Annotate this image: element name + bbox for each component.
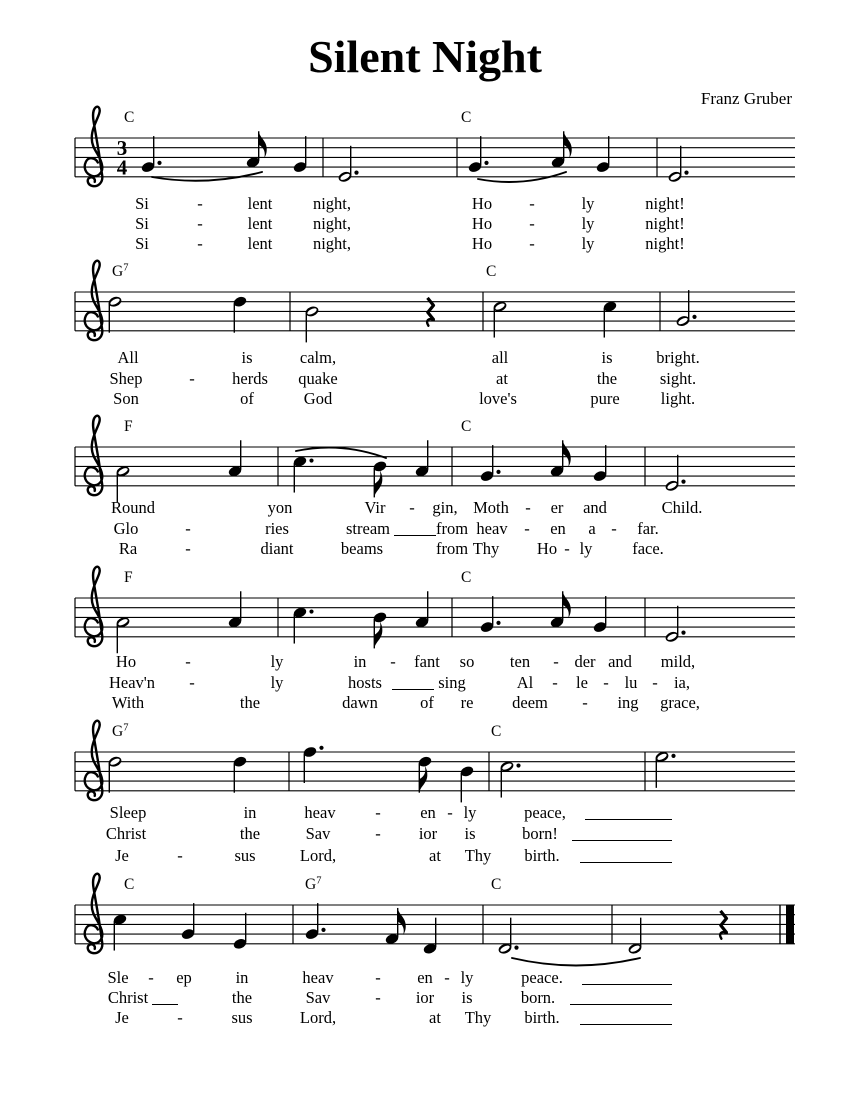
lyric-syllable: Moth: [473, 498, 509, 517]
lyric-syllable: at: [496, 369, 508, 388]
note: [492, 300, 508, 338]
lyric-syllable: and: [608, 652, 632, 671]
lyric-syllable: peace.: [521, 968, 563, 987]
note: [140, 136, 161, 173]
lyric-syllable: Shep: [109, 369, 143, 388]
lyric-syllable: hosts: [348, 673, 382, 692]
lyric-syllable: beams: [340, 539, 384, 558]
augmentation-dot: [514, 946, 518, 950]
note: [479, 445, 500, 482]
lyrics-verse-2: [106, 824, 558, 843]
lyric-syllable: lu: [624, 673, 638, 692]
lyric-hyphen: -: [197, 194, 203, 213]
note: [499, 760, 520, 798]
lyric-hyphen: -: [652, 673, 658, 692]
chord-symbol: F: [124, 569, 133, 586]
lyric-hyphen: -: [197, 214, 203, 233]
lyric-syllable: born!: [522, 824, 558, 843]
augmentation-dot: [684, 171, 688, 175]
lyrics-verse-1: [107, 968, 562, 987]
augmentation-dot: [309, 609, 313, 613]
staff-system: [75, 567, 795, 712]
lyric-syllable: Ho: [471, 214, 493, 233]
lyric-hyphen: -: [529, 214, 535, 233]
lyric-syllable: ep: [176, 968, 192, 987]
eighth-flag: [563, 591, 571, 618]
lyric-syllable: pure: [590, 389, 620, 408]
chord-symbol: C: [124, 109, 135, 126]
staff-system: [75, 721, 795, 865]
lyric-syllable: sus: [234, 846, 256, 865]
lyric-hyphen: -: [409, 498, 415, 517]
augmentation-dot: [354, 171, 358, 175]
lyric-syllable: lent: [247, 234, 273, 253]
lyric-syllable: ly: [581, 214, 595, 233]
lyric-syllable: is: [461, 988, 473, 1007]
augmentation-dot: [484, 161, 488, 165]
lyrics-verse-2: [114, 519, 659, 538]
note: [467, 136, 488, 173]
staff-system: [75, 261, 795, 408]
lyric-syllable: heav: [302, 968, 334, 987]
lyric-syllable: herds: [232, 369, 268, 388]
lyric-syllable: at: [429, 846, 441, 865]
lyric-syllable: Sav: [305, 988, 331, 1007]
quarter-rest-hook: [720, 932, 727, 939]
note: [337, 146, 358, 184]
note: [592, 445, 607, 482]
augmentation-dot: [319, 746, 323, 750]
final-barline-thick: [786, 905, 794, 944]
staff-system: [75, 874, 795, 1027]
lyric-hyphen: -: [189, 673, 195, 692]
lyric-syllable: quake: [298, 369, 338, 388]
lyric-syllable: far.: [637, 519, 659, 538]
chord-symbol: C: [491, 876, 502, 893]
note: [627, 918, 643, 956]
lyric-hyphen: -: [197, 234, 203, 253]
lyrics-verse-3: [115, 1008, 560, 1027]
note: [304, 305, 320, 343]
lyric-syllable: en: [550, 519, 566, 538]
lyric-syllable: the: [239, 693, 261, 712]
lyric-syllable: peace,: [524, 803, 566, 822]
note: [227, 440, 242, 477]
treble-clef-icon: [85, 874, 103, 953]
lyric-syllable: ior: [418, 824, 438, 843]
augmentation-dot: [309, 458, 313, 462]
chord-symbol: C: [491, 723, 502, 740]
lyric-hyphen: -: [375, 803, 381, 822]
note: [112, 913, 127, 950]
lyric-syllable: Si: [135, 214, 149, 233]
lyric-syllable: night!: [645, 194, 685, 213]
chord-symbol: $G^7$: [112, 262, 129, 280]
lyric-syllable: ly: [463, 803, 477, 822]
augmentation-dot: [692, 315, 696, 319]
note: [479, 596, 500, 633]
lyric-syllable: light.: [660, 389, 696, 408]
lyric-syllable: Thy: [464, 846, 492, 865]
eighth-flag: [564, 131, 572, 158]
lyric-syllable: ly: [270, 673, 284, 692]
lyric-syllable: All: [117, 348, 139, 367]
note: [664, 606, 685, 644]
lyric-hyphen: -: [552, 673, 558, 692]
lyric-hyphen: -: [148, 968, 154, 987]
lyric-syllable: en: [417, 968, 433, 987]
treble-clef-icon: [85, 107, 103, 186]
lyrics-verse-2: [135, 214, 685, 233]
eighth-flag: [419, 766, 427, 793]
lyric-syllable: fant: [414, 652, 440, 671]
page-title: Silent Night: [308, 31, 542, 82]
lyric-hyphen: -: [611, 519, 617, 538]
note: [245, 131, 266, 168]
note: [292, 606, 313, 643]
lyric-syllable: sight.: [659, 369, 697, 388]
chord-symbol: C: [461, 418, 472, 435]
lyric-syllable: Lord,: [299, 846, 337, 865]
note: [302, 746, 323, 783]
eighth-flag: [374, 470, 382, 497]
lyric-syllable: With: [111, 693, 145, 712]
lyric-syllable: born.: [520, 988, 556, 1007]
lyric-syllable: en: [420, 803, 436, 822]
lyric-syllable: ly: [460, 968, 474, 987]
note: [549, 440, 570, 477]
note: [675, 290, 696, 328]
note: [292, 455, 313, 492]
lyric-syllable: deem: [512, 693, 548, 712]
eighth-flag: [398, 908, 406, 935]
lyric-syllable: Heav'n: [108, 673, 156, 692]
lyric-hyphen: -: [390, 652, 396, 671]
note: [232, 913, 247, 950]
lyric-syllable: in: [243, 803, 257, 822]
lyric-syllable: Round: [110, 498, 156, 517]
lyric-syllable: God: [303, 389, 333, 408]
lyric-syllable: lent: [247, 214, 273, 233]
lyric-hyphen: -: [603, 673, 609, 692]
lyric-syllable: Glo: [113, 519, 139, 538]
lyric-syllable: der: [574, 652, 596, 671]
lyric-hyphen: -: [177, 1008, 183, 1027]
lyric-syllable: birth.: [524, 1008, 560, 1027]
lyric-syllable: so: [459, 652, 475, 671]
note: [595, 136, 610, 173]
lyric-hyphen: -: [375, 824, 381, 843]
lyric-syllable: love's: [479, 389, 517, 408]
lyric-syllable: Thy: [472, 539, 500, 558]
lyric-syllable: in: [353, 652, 367, 671]
lyric-syllable: yon: [267, 498, 293, 517]
lyric-syllable: Ho: [115, 652, 137, 671]
lyric-syllable: Je: [115, 1008, 129, 1027]
augmentation-dot: [496, 470, 500, 474]
lyric-syllable: ia,: [673, 673, 691, 692]
lyric-syllable: all: [491, 348, 509, 367]
lyric-syllable: Ho: [471, 234, 493, 253]
note: [414, 591, 429, 628]
lyric-hyphen: -: [375, 988, 381, 1007]
lyric-syllable: a: [588, 519, 596, 538]
treble-clef-icon: [85, 261, 103, 340]
lyrics-verse-3: [112, 693, 700, 712]
lyric-syllable: lent: [247, 194, 273, 213]
lyric-syllable: re: [460, 693, 474, 712]
lyric-hyphen: -: [177, 846, 183, 865]
lyrics-verse-3: [135, 234, 685, 253]
lyric-syllable: sus: [231, 1008, 253, 1027]
chord-symbol: $G^7$: [112, 722, 129, 740]
lyric-hyphen: -: [529, 234, 535, 253]
note: [115, 465, 131, 503]
lyric-syllable: calm,: [299, 348, 337, 367]
chord-symbol: C: [461, 569, 472, 586]
note: [550, 131, 571, 168]
lyric-syllable: the: [596, 369, 618, 388]
lyric-syllable: Christ: [105, 824, 147, 843]
lyric-syllable: of: [420, 693, 434, 712]
quarter-rest-hook: [427, 319, 434, 326]
lyric-syllable: is: [241, 348, 253, 367]
lyric-syllable: Sav: [305, 824, 331, 843]
eighth-flag: [563, 440, 571, 467]
note: [372, 460, 387, 497]
lyrics-verse-1: [117, 348, 699, 367]
treble-clef-icon: [85, 567, 103, 646]
lyric-syllable: Ho: [536, 539, 558, 558]
lyric-syllable: is: [464, 824, 476, 843]
lyric-syllable: Christ: [107, 988, 149, 1007]
augmentation-dot: [681, 480, 685, 484]
lyric-syllable: ten: [509, 652, 531, 671]
augmentation-dot: [321, 928, 325, 932]
lyric-syllable: and: [583, 498, 607, 517]
augmentation-dot: [681, 631, 685, 635]
time-signature-denominator: 4: [116, 155, 128, 180]
lyrics-verse-2: [110, 369, 697, 388]
note: [232, 755, 247, 792]
lyric-hyphen: -: [525, 498, 531, 517]
lyric-syllable: night!: [645, 214, 685, 233]
lyrics-verse-1: [110, 803, 566, 822]
lyric-syllable: heav: [476, 519, 508, 538]
lyric-hyphen: -: [564, 539, 570, 558]
note: [654, 750, 675, 788]
augmentation-dot: [496, 621, 500, 625]
treble-clef-icon: [85, 416, 103, 495]
lyric-syllable: ly: [581, 234, 595, 253]
lyric-syllable: night,: [312, 234, 352, 253]
note: [304, 903, 325, 940]
lyric-syllable: stream: [346, 519, 390, 538]
tie: [512, 958, 640, 966]
lyric-syllable: Lord,: [299, 1008, 337, 1027]
lyric-syllable: heav: [304, 803, 336, 822]
lyric-syllable: Son: [113, 389, 139, 408]
note: [602, 300, 617, 337]
lyric-syllable: Ra: [118, 539, 138, 558]
eighth-flag: [259, 131, 267, 158]
augmentation-dot: [516, 763, 520, 767]
note: [422, 918, 437, 955]
lyric-syllable: dawn: [342, 693, 378, 712]
lyric-syllable: diant: [260, 539, 294, 558]
chord-symbol: C: [461, 109, 472, 126]
note: [384, 908, 405, 945]
lyric-syllable: ly: [270, 652, 284, 671]
note: [592, 596, 607, 633]
lyric-hyphen: -: [185, 652, 191, 671]
lyric-syllable: at: [429, 1008, 441, 1027]
lyric-syllable: Vir: [364, 498, 386, 517]
augmentation-dot: [671, 754, 675, 758]
lyric-hyphen: -: [189, 369, 195, 388]
staff-system: [75, 107, 795, 253]
eighth-flag: [374, 621, 382, 648]
lyric-syllable: sing: [438, 673, 466, 692]
lyric-syllable: of: [240, 389, 254, 408]
chord-symbol: C: [486, 263, 497, 280]
lyric-syllable: is: [601, 348, 613, 367]
note: [292, 136, 307, 173]
chord-symbol: $G^7$: [305, 875, 322, 893]
lyrics-verse-3: [113, 389, 695, 408]
lyric-hyphen: -: [375, 968, 381, 987]
lyric-hyphen: -: [185, 519, 191, 538]
note: [115, 616, 131, 654]
lyric-syllable: the: [231, 988, 253, 1007]
lyric-syllable: night!: [645, 234, 685, 253]
staff-system: [75, 416, 795, 558]
note: [180, 903, 195, 940]
composer-credit: Franz Gruber: [700, 89, 792, 108]
lyric-syllable: Thy: [464, 1008, 492, 1027]
lyric-syllable: ior: [415, 988, 435, 1007]
chord-symbol: C: [124, 876, 135, 893]
note: [372, 611, 387, 648]
lyrics-verse-1: [135, 194, 685, 213]
lyrics-verse-1: [111, 498, 702, 517]
lyric-syllable: Al: [516, 673, 534, 692]
time-signature-numerator: 3: [116, 136, 128, 160]
lyric-hyphen: -: [529, 194, 535, 213]
treble-clef-icon: [85, 721, 103, 800]
lyric-syllable: night,: [312, 214, 352, 233]
note: [107, 295, 123, 333]
note: [497, 918, 518, 956]
lyric-hyphen: -: [447, 803, 453, 822]
note: [414, 440, 429, 477]
note: [459, 765, 474, 802]
lyric-syllable: Sle: [107, 968, 129, 987]
lyric-syllable: from: [435, 519, 469, 538]
lyric-syllable: night,: [312, 194, 352, 213]
lyric-syllable: Si: [135, 194, 149, 213]
lyric-syllable: Ho: [471, 194, 493, 213]
lyric-syllable: Child.: [661, 498, 703, 517]
lyric-syllable: grace,: [660, 693, 700, 712]
lyric-hyphen: -: [185, 539, 191, 558]
lyrics-verse-3: [115, 846, 560, 865]
lyric-syllable: in: [235, 968, 249, 987]
lyric-syllable: Je: [115, 846, 129, 865]
lyric-syllable: the: [239, 824, 261, 843]
lyric-hyphen: -: [444, 968, 450, 987]
lyric-syllable: mild,: [660, 652, 696, 671]
lyric-syllable: er: [550, 498, 564, 517]
lyric-hyphen: -: [582, 693, 588, 712]
lyric-syllable: gin,: [432, 498, 458, 517]
note: [664, 455, 685, 493]
lyric-syllable: bright.: [656, 348, 700, 367]
lyric-syllable: birth.: [524, 846, 560, 865]
chord-symbol: F: [124, 418, 133, 435]
note: [667, 146, 688, 184]
note: [549, 591, 570, 628]
lyric-syllable: ly: [579, 539, 593, 558]
note: [417, 755, 432, 792]
lyric-hyphen: -: [524, 519, 530, 538]
note: [227, 591, 242, 628]
lyric-syllable: ly: [581, 194, 595, 213]
lyric-syllable: Si: [135, 234, 149, 253]
note: [107, 755, 123, 793]
lyrics-verse-3: [119, 539, 664, 558]
augmentation-dot: [157, 161, 161, 165]
lyric-syllable: le: [576, 673, 588, 692]
lyric-syllable: Sleep: [109, 803, 147, 822]
lyric-syllable: from: [435, 539, 469, 558]
lyrics-verse-1: [116, 652, 695, 671]
lyric-hyphen: -: [553, 652, 559, 671]
lyric-syllable: ries: [265, 519, 289, 538]
note: [232, 295, 247, 332]
lyric-syllable: ing: [617, 693, 639, 712]
lyric-syllable: face.: [632, 539, 664, 558]
